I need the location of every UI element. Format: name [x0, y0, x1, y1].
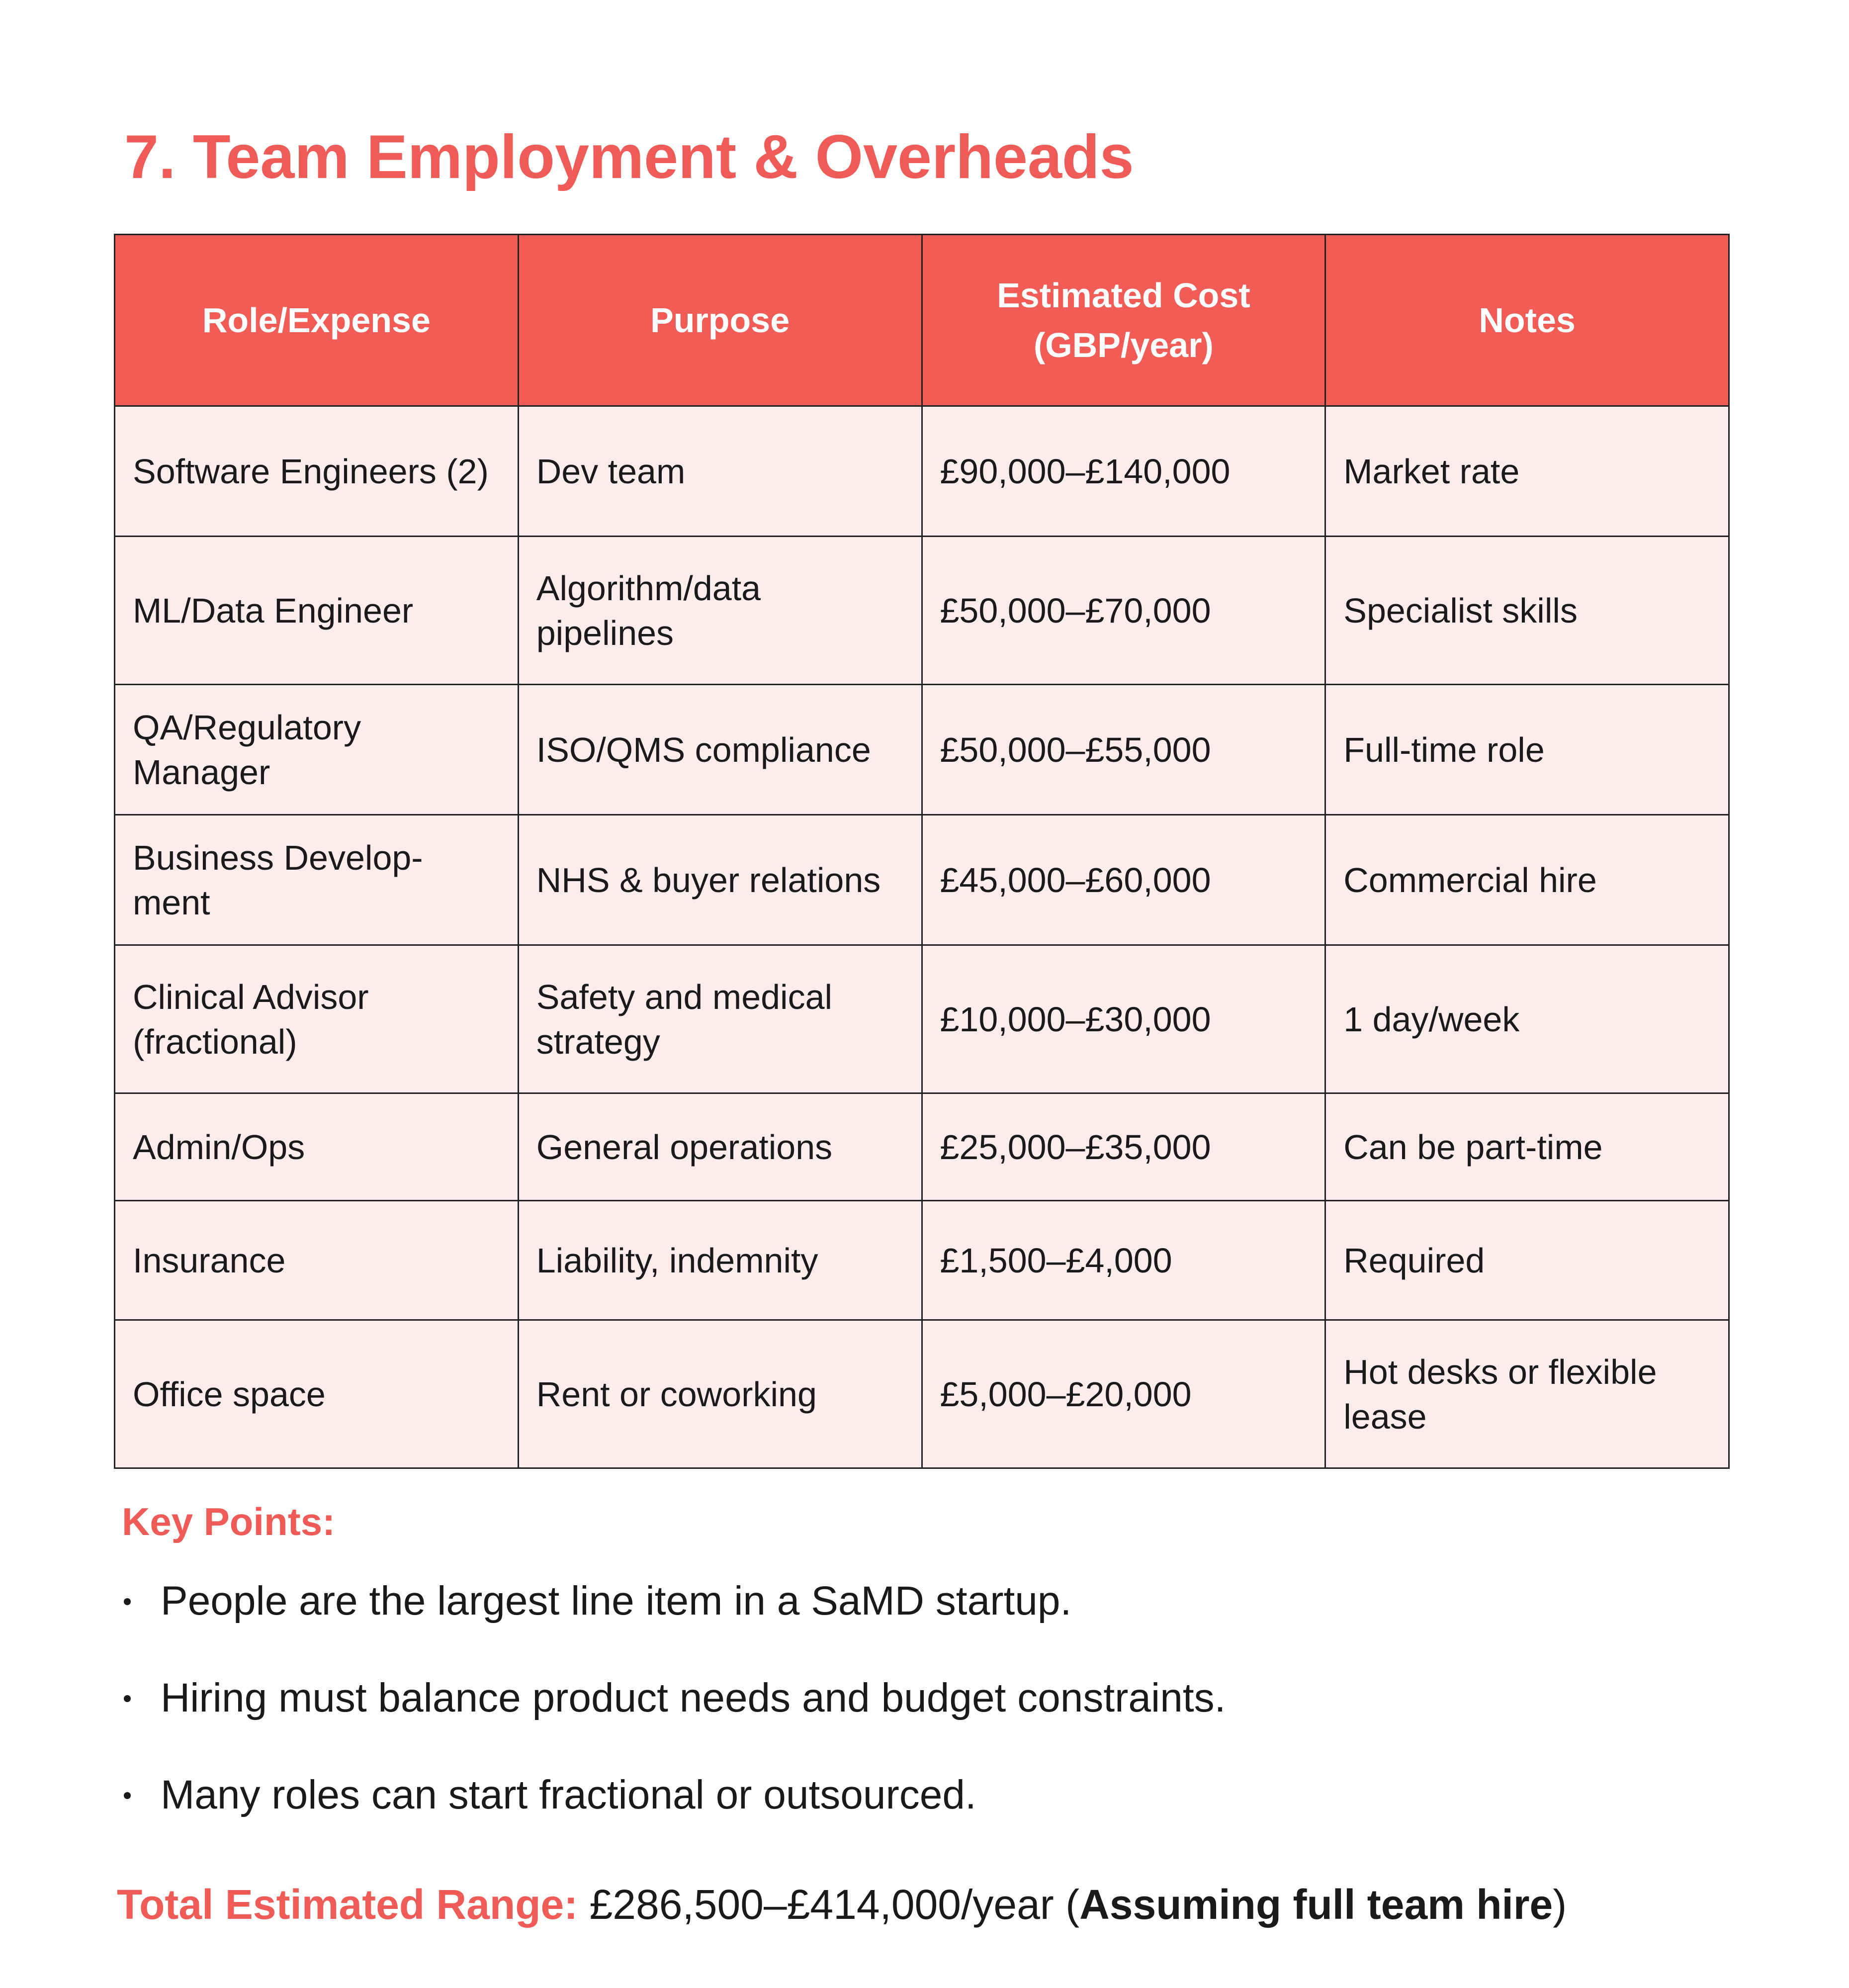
cell-purpose: ISO/QMS compliance	[518, 685, 922, 815]
cost-table	[114, 234, 1730, 1469]
list-item-text: Many roles can start fractional or outsourced.	[161, 1772, 976, 1817]
cell-cost: £25,000–£35,000	[922, 1093, 1325, 1201]
cell-cost: £90,000–£140,000	[922, 406, 1325, 537]
cell-notes: Commercial hire	[1325, 815, 1729, 945]
table-row	[115, 1320, 1729, 1468]
cell-cost: £1,500–£4,000	[922, 1201, 1325, 1320]
cell-purpose: Liability, indemnity	[518, 1201, 922, 1320]
header-purpose: Purpose	[518, 235, 922, 406]
table-row	[115, 406, 1729, 537]
header-cost-line2: (GBP/year)	[1033, 326, 1214, 364]
cell-role: Software Engineers (2)	[115, 406, 519, 537]
cell-cost: £5,000–£20,000	[922, 1320, 1325, 1468]
cell-purpose: Algorithm/data pipelines	[518, 537, 922, 685]
total-estimate	[117, 1881, 1567, 1929]
table-row	[115, 1201, 1729, 1320]
header-role: Role/Expense	[115, 235, 519, 406]
cell-notes: Full-time role	[1325, 685, 1729, 815]
cell-purpose: NHS & buyer relations	[518, 815, 922, 945]
table-row	[115, 945, 1729, 1093]
cell-role: Insurance	[115, 1201, 519, 1320]
cell-cost: £10,000–£30,000	[922, 945, 1325, 1093]
cell-notes: 1 day/week	[1325, 945, 1729, 1093]
cell-role: ML/Data Engineer	[115, 537, 519, 685]
cell-role: Office space	[115, 1320, 519, 1468]
table-header-row	[115, 235, 1729, 406]
cell-notes: Can be part-time	[1325, 1093, 1729, 1201]
header-estimated-cost	[922, 235, 1325, 406]
bullet-dot-icon	[124, 1792, 131, 1799]
cell-purpose: General operations	[518, 1093, 922, 1201]
table-row	[115, 537, 1729, 685]
list-item	[122, 1770, 1226, 1867]
cell-notes: Required	[1325, 1201, 1729, 1320]
key-points-list	[122, 1576, 1226, 1867]
cell-purpose: Rent or coworking	[518, 1320, 922, 1468]
list-item-text: Hiring must balance product needs and budget constraints.	[161, 1675, 1226, 1720]
total-paren-open: (	[1065, 1881, 1080, 1928]
cell-role: QA/Regulatory Manager	[115, 685, 519, 815]
list-item	[122, 1673, 1226, 1770]
total-value: £286,500–£414,000/year	[589, 1881, 1054, 1928]
cell-role: Business Develop-ment	[115, 815, 519, 945]
cell-notes: Specialist skills	[1325, 537, 1729, 685]
cell-role: Admin/Ops	[115, 1093, 519, 1201]
cell-cost: £50,000–£70,000	[922, 537, 1325, 685]
table-row	[115, 815, 1729, 945]
total-paren-close: )	[1553, 1881, 1567, 1928]
table-row	[115, 1093, 1729, 1201]
cell-notes: Hot desks or flexible lease	[1325, 1320, 1729, 1468]
list-item-text: People are the largest line item in a SaMD startup.	[161, 1578, 1072, 1624]
cell-notes: Market rate	[1325, 406, 1729, 537]
cell-role: Clinical Advisor (fractional)	[115, 945, 519, 1093]
total-label: Total Estimated Range:	[117, 1881, 578, 1928]
cell-cost: £45,000–£60,000	[922, 815, 1325, 945]
cell-purpose: Dev team	[518, 406, 922, 537]
bullet-dot-icon	[124, 1598, 131, 1605]
header-cost-line1: Estimated Cost	[997, 276, 1250, 315]
bullet-dot-icon	[124, 1695, 131, 1702]
total-assumption: Assuming full team hire	[1079, 1881, 1553, 1928]
cell-purpose: Safety and medical strategy	[518, 945, 922, 1093]
list-item	[122, 1576, 1226, 1673]
table-row	[115, 685, 1729, 815]
cell-cost: £50,000–£55,000	[922, 685, 1325, 815]
section-heading: 7. Team Employment & Overheads	[124, 123, 1134, 191]
header-notes: Notes	[1325, 235, 1729, 406]
key-points-title: Key Points:	[122, 1500, 336, 1543]
